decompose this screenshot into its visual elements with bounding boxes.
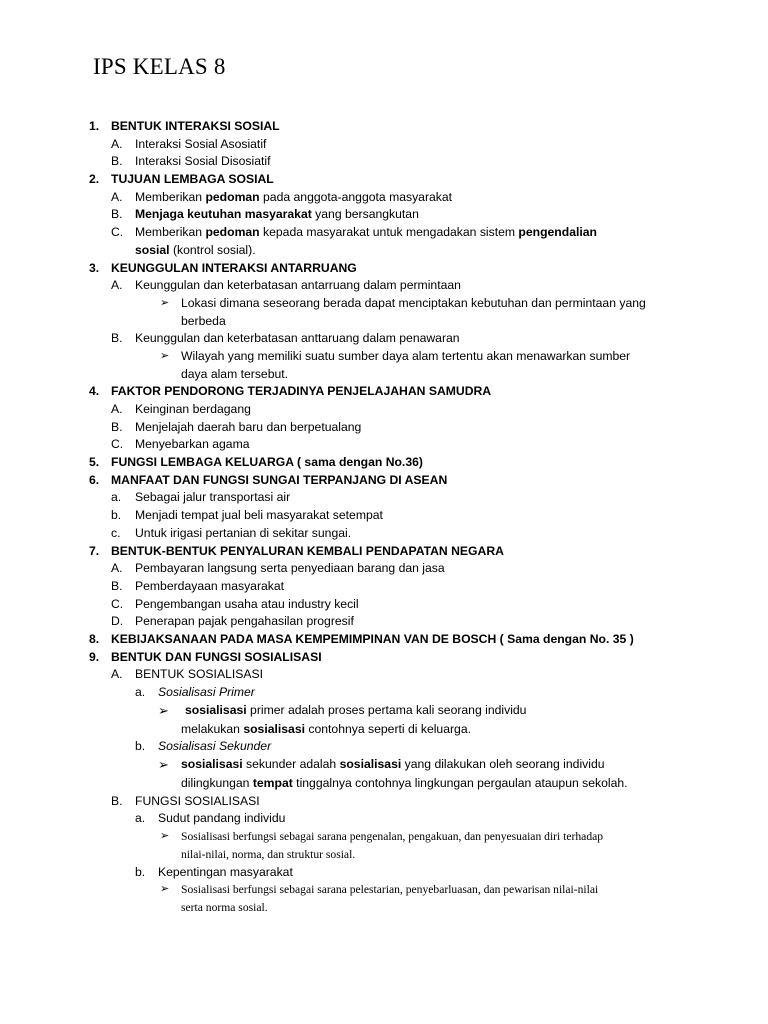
list-item — [0, 224, 768, 242]
arrow-bullet-icon: ➢ — [160, 296, 170, 309]
section-5-heading — [0, 454, 768, 472]
section-1-heading — [0, 118, 768, 136]
list-item-text: FUNGSI SOSIALISASI — [135, 793, 260, 808]
bold-text: pedoman — [205, 225, 260, 240]
list-marker: a. — [111, 490, 122, 505]
bold-text: pedoman — [205, 189, 260, 204]
sub-bullet-text: Wilayah yang memiliki suatu sumber daya alam tertentu akan menawarkan sumber — [181, 348, 631, 363]
bold-text: Menjaga keutuhan masyarakat — [135, 207, 312, 222]
list-number: 2. — [89, 172, 100, 187]
list-item — [0, 525, 768, 543]
list-marker: a. — [135, 811, 146, 826]
bold-text: pengendalian — [518, 225, 597, 240]
list-marker: C. — [111, 437, 124, 452]
list-marker: B. — [111, 207, 123, 222]
sub-bullet — [0, 881, 768, 899]
list-marker: b. — [135, 739, 146, 754]
bold-text: sosialisasi — [185, 702, 247, 717]
list-item-text: Penerapan pajak pengahasilan progresif — [135, 614, 354, 629]
text-run: melakukan — [181, 721, 244, 736]
sub-bullet-text: Sosialisasi berfungsi sebagai sarana pengenalan, pengakuan, dan penyesuaian diri terhadap — [181, 830, 604, 844]
list-number: 7. — [89, 543, 100, 558]
heading-text: TUJUAN LEMBAGA SOSIAL — [111, 172, 274, 187]
text-run: tinggalnya contohnya lingkungan pergaulan ataupun sekolah. — [292, 776, 628, 791]
bold-text: sosialisasi — [181, 757, 243, 772]
document-body — [0, 118, 768, 917]
sub-list-item-text: Kepentingan masyarakat — [158, 864, 293, 879]
heading-text: FUNGSI LEMBAGA KELUARGA ( sama dengan No.36) — [111, 455, 423, 470]
bold-text: sosialisasi — [243, 721, 305, 736]
list-item-text — [135, 224, 597, 242]
heading-text: BENTUK INTERAKSI SOSIAL — [111, 119, 280, 133]
sub-bullet-text — [185, 702, 526, 720]
arrow-bullet-icon: ➢ — [160, 349, 170, 362]
section-4-heading — [0, 383, 768, 401]
list-item-text: Pemberdayaan masyarakat — [135, 578, 285, 593]
list-item — [0, 436, 768, 454]
text-run: dilingkungan — [181, 776, 253, 791]
sub-bullet-continuation — [0, 366, 768, 384]
list-number: 6. — [89, 472, 100, 487]
list-number: 5. — [89, 455, 100, 470]
heading-text: MANFAAT DAN FUNGSI SUNGAI TERPANJANG DI ASEAN — [111, 472, 448, 487]
heading-text: FAKTOR PENDORONG TERJADINYA PENJELAJAHAN SAMUDRA — [111, 384, 492, 399]
sub-bullet-text: nilai-nilai, norma, dan struktur sosial. — [181, 847, 356, 861]
sub-bullet-text: Sosialisasi berfungsi sebagai sarana pelestarian, penyebarluasan, dan pewarisan nilai-nilai — [181, 883, 599, 897]
page-title: IPS KELAS 8 — [93, 54, 226, 79]
sub-bullet-continuation — [0, 313, 768, 331]
sub-list-item — [0, 864, 768, 882]
text-run: yang dilakukan oleh seorang individu — [401, 757, 605, 772]
list-item-text: Menyebarkan agama — [135, 437, 250, 452]
list-item — [0, 578, 768, 596]
list-number: 1. — [89, 119, 100, 133]
list-item-text — [135, 242, 256, 260]
list-item — [0, 613, 768, 631]
list-marker: c. — [111, 525, 121, 540]
list-item-text: Sebagai jalur transportasi air — [135, 490, 291, 505]
section-9-heading — [0, 649, 768, 667]
list-item-text: Interaksi Sosial Disosiatif — [135, 154, 271, 169]
sub-bullet — [0, 348, 768, 366]
heading-text: KEUNGGULAN INTERAKSI ANTARRUANG — [111, 260, 357, 275]
list-marker: B. — [111, 419, 123, 434]
sub-bullet-text: serta norma sosial. — [181, 900, 268, 914]
bold-text: tempat — [252, 776, 293, 791]
sub-bullet — [0, 702, 768, 721]
list-marker: C. — [111, 225, 124, 240]
sub-bullet-text — [181, 775, 628, 793]
sub-list-item — [0, 810, 768, 828]
list-marker: A. — [111, 667, 123, 682]
list-marker: a. — [135, 685, 146, 699]
list-marker: A. — [111, 278, 123, 293]
list-item-continuation — [0, 242, 768, 260]
list-marker: b. — [111, 508, 122, 523]
section-3-heading — [0, 260, 768, 278]
list-item-text: Menjelajah daerah baru dan berpetualang — [135, 419, 362, 434]
text-run: (kontrol sosial). — [169, 242, 256, 257]
sub-bullet — [0, 295, 768, 313]
list-marker: D. — [111, 614, 124, 629]
list-item-text: Keunggulan dan keterbatasan anttaruang dalam penawaran — [135, 331, 460, 346]
text-run: contohnya seperti di keluarga. — [305, 721, 471, 736]
sub-list-item-text: Sosialisasi Sekunder — [158, 739, 272, 754]
section-6-heading — [0, 472, 768, 490]
sub-list-item-text: Sudut pandang individu — [158, 811, 286, 826]
list-item-text: Pembayaran langsung serta penyediaan barang dan jasa — [135, 561, 445, 576]
sub-bullet-continuation — [0, 899, 768, 917]
section-7-heading — [0, 543, 768, 561]
sub-bullet-text: Lokasi dimana seseorang berada dapat menciptakan kebutuhan dan permintaan yang — [181, 295, 646, 310]
text-run: sekunder adalah — [242, 757, 340, 772]
heading-text: KEBIJAKSANAAN PADA MASA KEMPEMIMPINAN VAN DE BOSCH ( Sama dengan No. 35 ) — [111, 631, 634, 646]
list-marker: B. — [111, 793, 123, 808]
sub-bullet-text — [181, 756, 605, 774]
list-item-text: Keinginan berdagang — [135, 402, 251, 416]
list-item — [0, 560, 768, 578]
arrow-bullet-icon: ➢ — [158, 757, 169, 773]
list-number: 3. — [89, 260, 100, 275]
list-item — [0, 507, 768, 525]
sub-bullet-text: daya alam tersebut. — [181, 366, 289, 381]
arrow-bullet-icon: ➢ — [160, 883, 170, 896]
list-item-text — [135, 189, 452, 207]
list-item — [0, 136, 768, 154]
sub-bullet — [0, 756, 768, 775]
bold-text: sosialisasi — [339, 757, 402, 772]
section-2-heading — [0, 171, 768, 189]
bold-text: sosial — [135, 242, 170, 257]
list-item-text: Pengembangan usaha atau industry kecil — [135, 596, 359, 611]
sub-bullet-continuation — [0, 721, 768, 739]
sub-list-item — [0, 738, 768, 756]
list-marker: A. — [111, 189, 123, 204]
list-item — [0, 330, 768, 348]
list-item — [0, 793, 768, 811]
text-run: yang bersangkutan — [311, 207, 419, 222]
list-marker: A. — [111, 402, 123, 416]
sub-list-item-text: Sosialisasi Primer — [158, 685, 255, 699]
list-item — [0, 206, 768, 224]
sub-list-item — [0, 684, 768, 702]
list-item — [0, 419, 768, 437]
text-run: primer adalah proses pertama kali seorang individu — [246, 702, 527, 717]
list-item-text — [135, 206, 419, 224]
sub-bullet — [0, 828, 768, 846]
list-item — [0, 596, 768, 614]
list-item — [0, 666, 768, 684]
list-marker: b. — [135, 864, 146, 879]
heading-text: BENTUK-BENTUK PENYALURAN KEMBALI PENDAPATAN NEGARA — [111, 543, 504, 558]
list-number: 9. — [89, 649, 100, 664]
list-marker: A. — [111, 561, 123, 576]
list-item — [0, 489, 768, 507]
sub-bullet-text: berbeda — [181, 313, 226, 328]
heading-text: BENTUK DAN FUNGSI SOSIALISASI — [111, 649, 322, 664]
sub-bullet-text — [181, 721, 471, 739]
list-item-text: Menjadi tempat jual beli masyarakat setempat — [135, 508, 383, 523]
list-number: 4. — [89, 384, 100, 399]
text-run: Memberikan — [135, 189, 206, 204]
list-marker: C. — [111, 596, 124, 611]
sub-bullet-continuation — [0, 775, 768, 793]
list-item — [0, 401, 768, 419]
list-marker: A. — [111, 136, 123, 151]
list-item-text: Untuk irigasi pertanian di sekitar sungai. — [135, 525, 352, 540]
list-item-text: Interaksi Sosial Asosiatif — [135, 136, 267, 151]
sub-bullet-continuation — [0, 846, 768, 864]
list-marker: B. — [111, 154, 123, 169]
list-item — [0, 153, 768, 171]
list-item — [0, 189, 768, 207]
arrow-bullet-icon: ➢ — [158, 702, 169, 718]
text-run: pada anggota-anggota masyarakat — [259, 189, 453, 204]
list-item-text: BENTUK SOSIALISASI — [135, 667, 264, 682]
arrow-bullet-icon: ➢ — [160, 830, 170, 843]
section-8-heading — [0, 631, 768, 649]
list-marker: B. — [111, 331, 123, 346]
list-item — [0, 277, 768, 295]
list-marker: B. — [111, 578, 123, 593]
list-item-text: Keunggulan dan keterbatasan antarruang dalam permintaan — [135, 278, 461, 293]
list-number: 8. — [89, 631, 100, 646]
text-run: Memberikan — [135, 225, 206, 240]
text-run: kepada masyarakat untuk mengadakan sistem — [259, 225, 519, 240]
